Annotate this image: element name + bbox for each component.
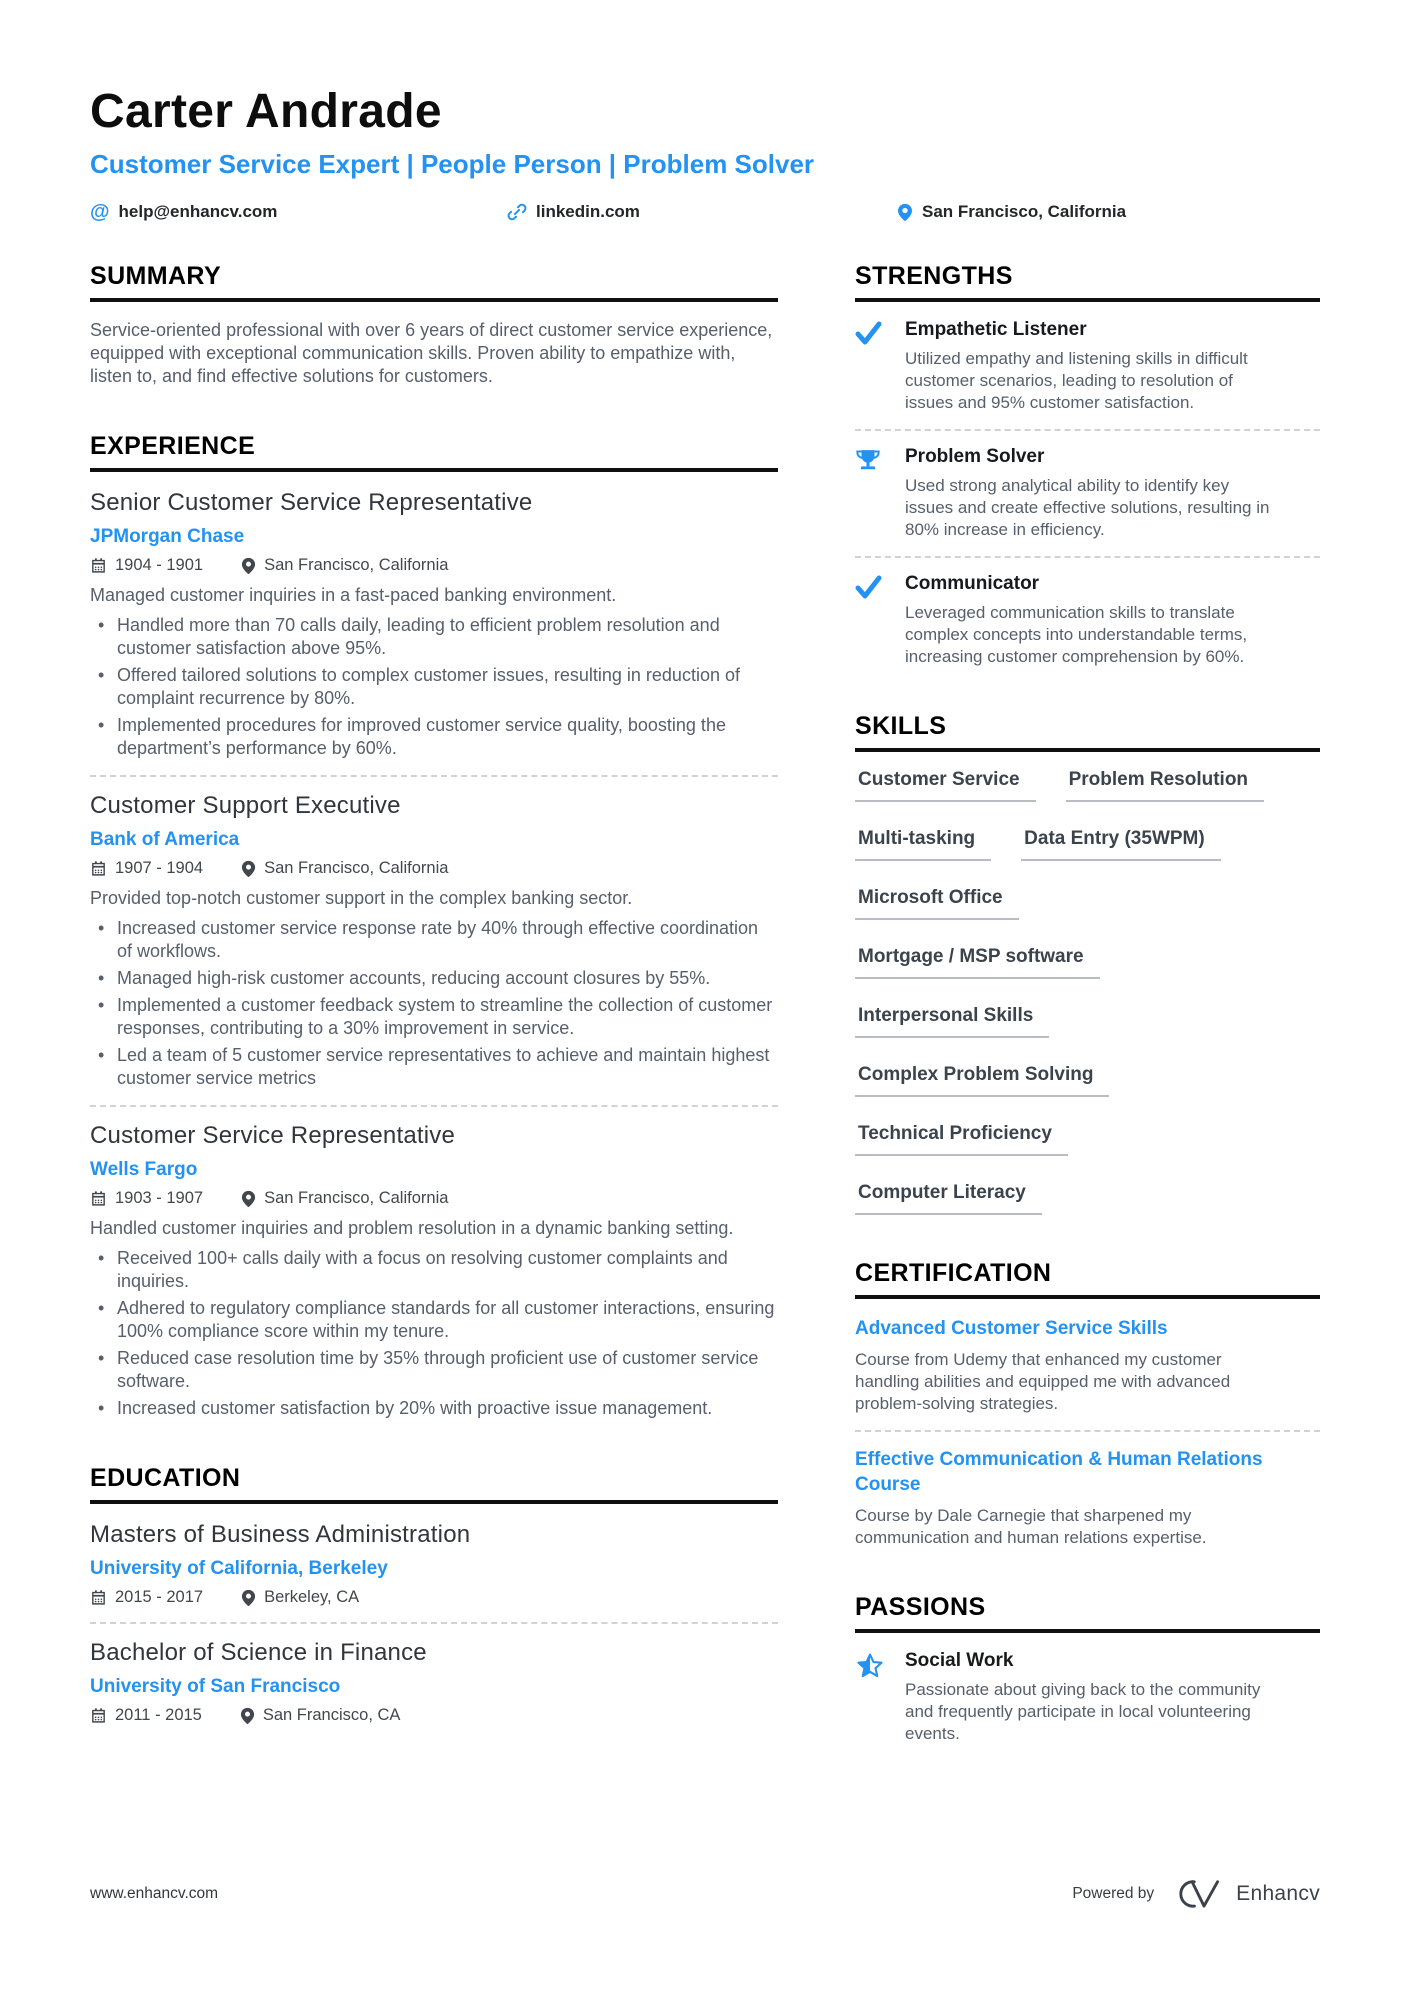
- location-icon: [897, 203, 913, 222]
- contact-email[interactable]: [90, 202, 507, 222]
- skill-tag: Technical Proficiency: [855, 1123, 1068, 1156]
- strength-content: [905, 573, 1281, 668]
- section-divider: [90, 775, 778, 777]
- job-dates-text: 1903 - 1907: [115, 1189, 204, 1207]
- certification-section: [855, 1259, 1320, 1549]
- job-title: Senior Customer Service Representative: [90, 489, 533, 516]
- certification-entry: [855, 1447, 1320, 1549]
- passion-content: [905, 1650, 1281, 1745]
- degree-title: Masters of Business Administration: [90, 1521, 471, 1548]
- certification-title: Effective Communication & Human Relations Course: [855, 1449, 1263, 1495]
- left-column: [90, 262, 778, 1789]
- person-headline: Customer Service Expert | People Person | Problem Solver: [90, 149, 815, 179]
- bullet-item: • Reduced case resolution time by 35% through proficient use of customer service software.: [90, 1347, 778, 1393]
- degree-title: Bachelor of Science in Finance: [90, 1639, 427, 1666]
- skill-row: [855, 828, 1320, 861]
- job-meta: [90, 859, 778, 878]
- skill-tag: Interpersonal Skills: [855, 1005, 1049, 1038]
- job-description: Managed customer inquiries in a fast-paced banking environment.: [90, 585, 617, 605]
- education-dates-text: 2015 - 2017: [115, 1588, 204, 1606]
- job-dates: [90, 1189, 203, 1208]
- education-location-text: San Francisco, CA: [262, 1706, 401, 1724]
- powered-by: [1072, 1878, 1320, 1910]
- education-meta: [90, 1706, 778, 1725]
- location-icon: [241, 860, 256, 878]
- education-heading: EDUCATION: [90, 1464, 778, 1504]
- skill-tag: Data Entry (35WPM): [1021, 828, 1221, 861]
- location-icon: [241, 557, 256, 575]
- job-dates: [90, 859, 203, 878]
- bullet-item: • Managed high-risk customer accounts, reducing account closures by 55%.: [90, 967, 778, 990]
- skill-row: [855, 769, 1320, 802]
- bullet-item: • Led a team of 5 customer service representatives to achieve and maintain highest customer service metrics: [90, 1044, 778, 1090]
- skill-row: [855, 1123, 1320, 1156]
- passion-title: Social Work: [905, 1650, 1014, 1671]
- job-dates-text: 1907 - 1904: [115, 859, 204, 877]
- bullet-item: • Increased customer service response rate by 40% through effective coordination of workflows.: [90, 917, 778, 963]
- skill-tag: Microsoft Office: [855, 887, 1019, 920]
- strength-text: Leveraged communication skills to translate complex concepts into understandable terms, increasing customer comprehension by 60%.: [905, 603, 1248, 666]
- education-entry: [90, 1639, 778, 1725]
- passion-item: [855, 1650, 1320, 1745]
- education-entry: [90, 1521, 778, 1607]
- school-name: University of San Francisco: [90, 1676, 341, 1697]
- enhancv-brand-text: Enhancv: [1236, 1882, 1320, 1905]
- bullet-item: • Adhered to regulatory compliance standards for all customer interactions, ensuring 100% compliance score within my tenure.: [90, 1297, 778, 1343]
- strength-item: [855, 446, 1320, 541]
- calendar-icon: [90, 1190, 107, 1207]
- education-location: [241, 1588, 359, 1607]
- job-location: [241, 859, 448, 878]
- passions-heading: PASSIONS: [855, 1593, 1320, 1633]
- strength-item: [855, 319, 1320, 414]
- job-company: JPMorgan Chase: [90, 526, 245, 547]
- education-dates-text: 2011 - 2015: [115, 1706, 202, 1724]
- link-icon: [507, 202, 527, 222]
- at-icon: @: [90, 201, 110, 223]
- job-meta: [90, 1189, 778, 1208]
- calendar-icon: [90, 860, 107, 877]
- section-divider: [855, 1430, 1320, 1432]
- skill-tag: Multi-tasking: [855, 828, 991, 861]
- skill-row: [855, 887, 1320, 920]
- skill-row: [855, 1182, 1320, 1215]
- skills-section: [855, 712, 1320, 1215]
- contact-row: [90, 202, 1320, 222]
- education-meta: [90, 1588, 778, 1607]
- job-dates: [90, 556, 203, 575]
- page-footer: [90, 1878, 1320, 1910]
- experience-section: [90, 432, 778, 1420]
- strengths-heading: STRENGTHS: [855, 262, 1320, 302]
- job-company: Bank of America: [90, 829, 240, 850]
- calendar-icon: [90, 557, 107, 574]
- job-entry: [90, 1122, 778, 1420]
- skill-tag: Problem Resolution: [1066, 769, 1264, 802]
- section-divider: [855, 556, 1320, 558]
- skill-row: [855, 1064, 1320, 1097]
- job-dates-text: 1904 - 1901: [115, 556, 204, 574]
- strength-title: Empathetic Listener: [905, 319, 1087, 340]
- contact-location-text: San Francisco, California: [922, 202, 1127, 221]
- education-dates: [90, 1588, 203, 1607]
- education-location-text: Berkeley, CA: [264, 1588, 360, 1606]
- education-dates: [90, 1706, 202, 1725]
- job-location-text: San Francisco, California: [264, 1189, 449, 1207]
- calendar-icon: [90, 1707, 107, 1724]
- job-bullets: [90, 917, 778, 1090]
- education-section: [90, 1464, 778, 1725]
- job-company: Wells Fargo: [90, 1159, 198, 1180]
- bullet-item: • Implemented procedures for improved customer service quality, boosting the department’s performance by 60%.: [90, 714, 778, 760]
- bullet-item: • Increased customer satisfaction by 20% with proactive issue management.: [90, 1397, 778, 1420]
- skill-row: [855, 946, 1320, 979]
- job-bullets: [90, 1247, 778, 1420]
- experience-heading: EXPERIENCE: [90, 432, 778, 472]
- job-location: [241, 556, 448, 575]
- enhancv-logo-icon: [1168, 1878, 1222, 1910]
- location-icon: [241, 1190, 256, 1208]
- skill-row: [855, 1005, 1320, 1038]
- location-icon: [241, 1589, 256, 1607]
- bullet-item: • Implemented a customer feedback system to streamline the collection of customer responses, contributing to a 30% improvement in service.: [90, 994, 778, 1040]
- job-meta: [90, 556, 778, 575]
- contact-linkedin-text: linkedin.com: [536, 202, 640, 221]
- strength-item: [855, 573, 1320, 668]
- passion-text: Passionate about giving back to the community and frequently participate in local volunteering events.: [905, 1680, 1261, 1743]
- location-icon: [240, 1707, 255, 1725]
- job-title: Customer Support Executive: [90, 792, 401, 819]
- strength-text: Used strong analytical ability to identify key issues and create effective solutions, resulting in 80% increase in efficiency.: [905, 476, 1270, 539]
- skill-tag: Computer Literacy: [855, 1182, 1042, 1215]
- powered-by-label: Powered by: [1072, 1885, 1155, 1902]
- job-description: Provided top-notch customer support in the complex banking sector.: [90, 888, 633, 908]
- check-icon: [855, 573, 887, 668]
- job-location: [241, 1189, 448, 1208]
- person-name: Carter Andrade: [90, 85, 442, 138]
- section-divider: [90, 1622, 778, 1624]
- right-column: [855, 262, 1320, 1789]
- job-entry: [90, 792, 778, 1090]
- certification-entry: [855, 1316, 1320, 1415]
- summary-text: Service-oriented professional with over 6 years of direct customer service experience, equipped with exceptional communication skills. Proven ability to empathize with, listen to, and find effective solutions for customers.: [90, 320, 773, 386]
- section-divider: [90, 1105, 778, 1107]
- bullet-item: • Offered tailored solutions to complex customer issues, resulting in reduction of complaint recurrence by 80%.: [90, 664, 778, 710]
- strength-content: [905, 319, 1281, 414]
- job-location-text: San Francisco, California: [264, 556, 449, 574]
- certification-heading: CERTIFICATION: [855, 1259, 1320, 1299]
- summary-heading: SUMMARY: [90, 262, 778, 302]
- resume-body: [90, 262, 1320, 1789]
- education-location: [240, 1706, 401, 1725]
- job-entry: [90, 489, 778, 760]
- contact-email-text: help@enhancv.com: [118, 202, 278, 221]
- trophy-icon: [855, 446, 887, 541]
- strength-title: Communicator: [905, 573, 1040, 594]
- bullet-item: • Handled more than 70 calls daily, leading to efficient problem resolution and customer satisfaction above 95%.: [90, 614, 778, 660]
- section-divider: [855, 429, 1320, 431]
- skill-tag: Mortgage / MSP software: [855, 946, 1100, 979]
- star-half-icon: [855, 1650, 887, 1745]
- passions-section: [855, 1593, 1320, 1745]
- certification-text: Course from Udemy that enhanced my customer handling abilities and equipped me with advanced problem-solving strategies.: [855, 1350, 1231, 1413]
- resume-header: [90, 84, 1320, 222]
- strength-text: Utilized empathy and listening skills in difficult customer scenarios, leading to resolution of issues and 95% customer satisfaction.: [905, 349, 1248, 412]
- strength-content: [905, 446, 1281, 541]
- skills-heading: SKILLS: [855, 712, 1320, 752]
- strength-title: Problem Solver: [905, 446, 1045, 467]
- job-title: Customer Service Representative: [90, 1122, 456, 1149]
- school-name: University of California, Berkeley: [90, 1558, 388, 1579]
- check-icon: [855, 319, 887, 414]
- bullet-item: • Received 100+ calls daily with a focus on resolving customer complaints and inquiries.: [90, 1247, 778, 1293]
- certification-title: Advanced Customer Service Skills: [855, 1318, 1168, 1339]
- summary-section: [90, 262, 778, 388]
- certification-text: Course by Dale Carnegie that sharpened my communication and human relations expertise.: [855, 1506, 1207, 1547]
- contact-location: [897, 202, 1126, 222]
- strengths-section: [855, 262, 1320, 668]
- job-description: Handled customer inquiries and problem resolution in a dynamic banking setting.: [90, 1218, 734, 1238]
- website-link[interactable]: www.enhancv.com: [90, 1885, 219, 1902]
- contact-linkedin[interactable]: [507, 202, 897, 222]
- skill-tag: Complex Problem Solving: [855, 1064, 1109, 1097]
- job-location-text: San Francisco, California: [264, 859, 449, 877]
- job-bullets: [90, 614, 778, 760]
- skill-tag: Customer Service: [855, 769, 1036, 802]
- calendar-icon: [90, 1589, 107, 1606]
